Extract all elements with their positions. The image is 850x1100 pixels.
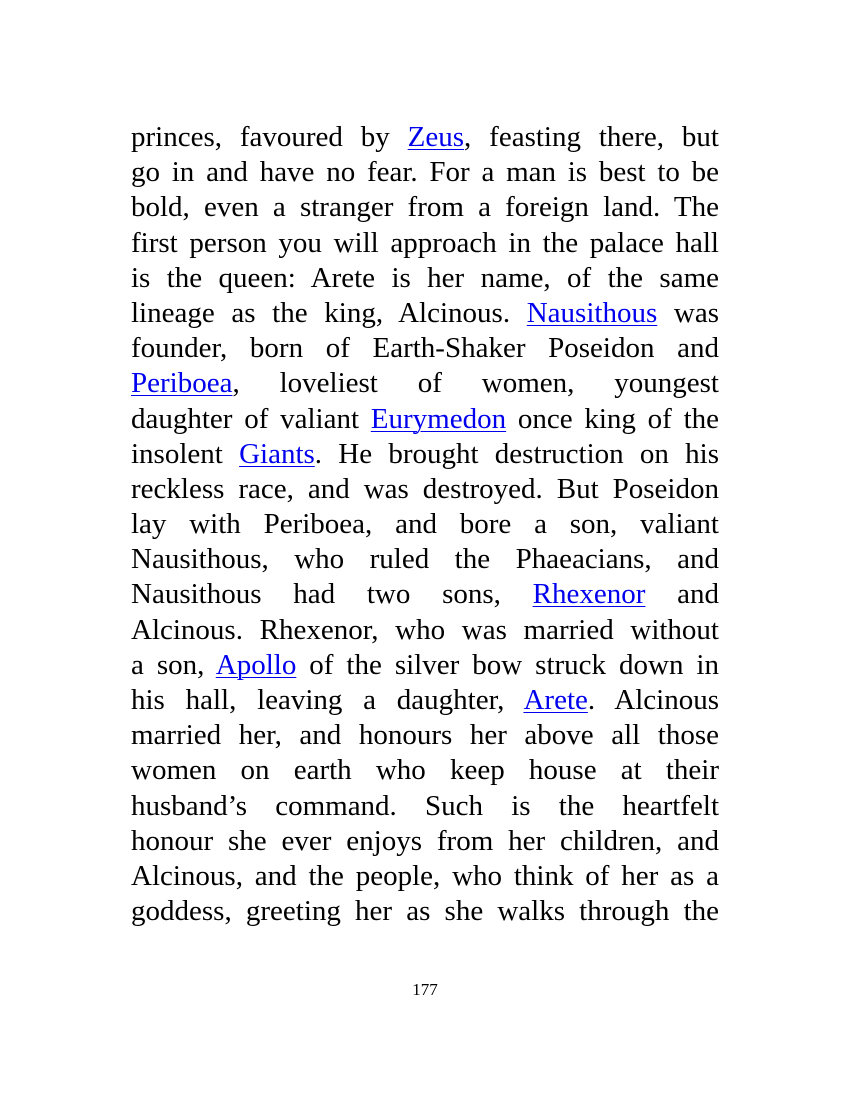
text-line bbox=[131, 894, 719, 929]
text-line bbox=[131, 366, 719, 401]
text-line bbox=[131, 824, 719, 859]
text-segment: , loveliest of women, youngest bbox=[232, 367, 719, 400]
text-segment: , feasting there, but bbox=[464, 121, 719, 153]
text-segment: once king of the bbox=[506, 402, 720, 435]
text-segment: go in and have no fear. For a man is best to be bbox=[131, 156, 719, 189]
text-segment: is the queen: Arete is her name, of the same bbox=[131, 261, 719, 294]
text-segment: reckless race, and was destroyed. But Poseidon bbox=[131, 472, 719, 505]
text-segment: lay with Periboea, and bore a son, valiant bbox=[131, 508, 719, 541]
text-segment: married her, and honours her above all those bbox=[131, 719, 719, 752]
text-line bbox=[131, 437, 719, 472]
link-arete[interactable]: Arete bbox=[523, 684, 588, 716]
text-segment: . Alcinous bbox=[587, 684, 719, 716]
text-segment: . He brought destruction on his bbox=[314, 437, 719, 470]
text-segment: daughter of valiant bbox=[131, 402, 371, 435]
link-apollo[interactable]: Apollo bbox=[215, 648, 297, 681]
text-segment: bold, even a stranger from a foreign land. The bbox=[131, 191, 719, 224]
text-segment: princes, favoured by bbox=[131, 121, 408, 153]
link-giants[interactable]: Giants bbox=[239, 437, 315, 470]
text-line bbox=[131, 226, 719, 261]
text-line bbox=[131, 648, 719, 683]
text-segment: Nausithous, who ruled the Phaeacians, and bbox=[131, 543, 719, 576]
link-eurymedon[interactable]: Eurymedon bbox=[370, 402, 507, 435]
text-segment: first person you will approach in the palace hall bbox=[131, 226, 719, 259]
text-line bbox=[131, 472, 719, 507]
text-line bbox=[131, 261, 719, 296]
text-line bbox=[131, 613, 719, 648]
text-segment: of the silver bow struck down in bbox=[296, 648, 719, 681]
link-periboea[interactable]: Periboea bbox=[131, 367, 233, 400]
text-line bbox=[131, 542, 719, 577]
text-segment: lineage as the king, Alcinous. bbox=[131, 296, 527, 329]
text-segment: his hall, leaving a daughter, bbox=[131, 684, 524, 716]
text-line bbox=[131, 577, 719, 612]
text-segment: a son, bbox=[131, 648, 216, 681]
page-number: 177 bbox=[412, 980, 438, 999]
text-line bbox=[131, 718, 719, 753]
text-segment: honour she ever enjoys from her children, and bbox=[131, 824, 719, 857]
text-segment: women on earth who keep house at their bbox=[131, 754, 719, 787]
text-segment: founder, born of Earth-Shaker Poseidon and bbox=[131, 332, 719, 365]
text-segment: Alcinous, and the people, who think of her as a bbox=[131, 859, 719, 892]
text-segment: insolent bbox=[131, 437, 240, 470]
text-line bbox=[131, 190, 719, 225]
text-line bbox=[131, 296, 719, 331]
text-segment: Nausithous had two sons, bbox=[131, 578, 533, 611]
text-segment: Alcinous. Rhexenor, who was married without bbox=[131, 613, 719, 646]
text-line bbox=[131, 753, 719, 788]
link-zeus[interactable]: Zeus bbox=[407, 121, 465, 153]
text-line bbox=[131, 155, 719, 190]
text-segment: husband’s command. Such is the heartfelt bbox=[131, 789, 719, 822]
text-line bbox=[131, 402, 719, 437]
link-nausithous[interactable]: Nausithous bbox=[526, 296, 658, 329]
text-line bbox=[131, 683, 719, 718]
text-line bbox=[131, 120, 719, 155]
text-segment: goddess, greeting her as she walks through the bbox=[131, 895, 719, 928]
text-line bbox=[131, 507, 719, 542]
text-segment: was bbox=[657, 296, 719, 329]
body-text bbox=[131, 120, 719, 929]
text-line bbox=[131, 331, 719, 366]
text-line bbox=[131, 789, 719, 824]
link-rhexenor[interactable]: Rhexenor bbox=[532, 578, 646, 611]
text-segment: and bbox=[645, 578, 719, 611]
text-line bbox=[131, 859, 719, 894]
